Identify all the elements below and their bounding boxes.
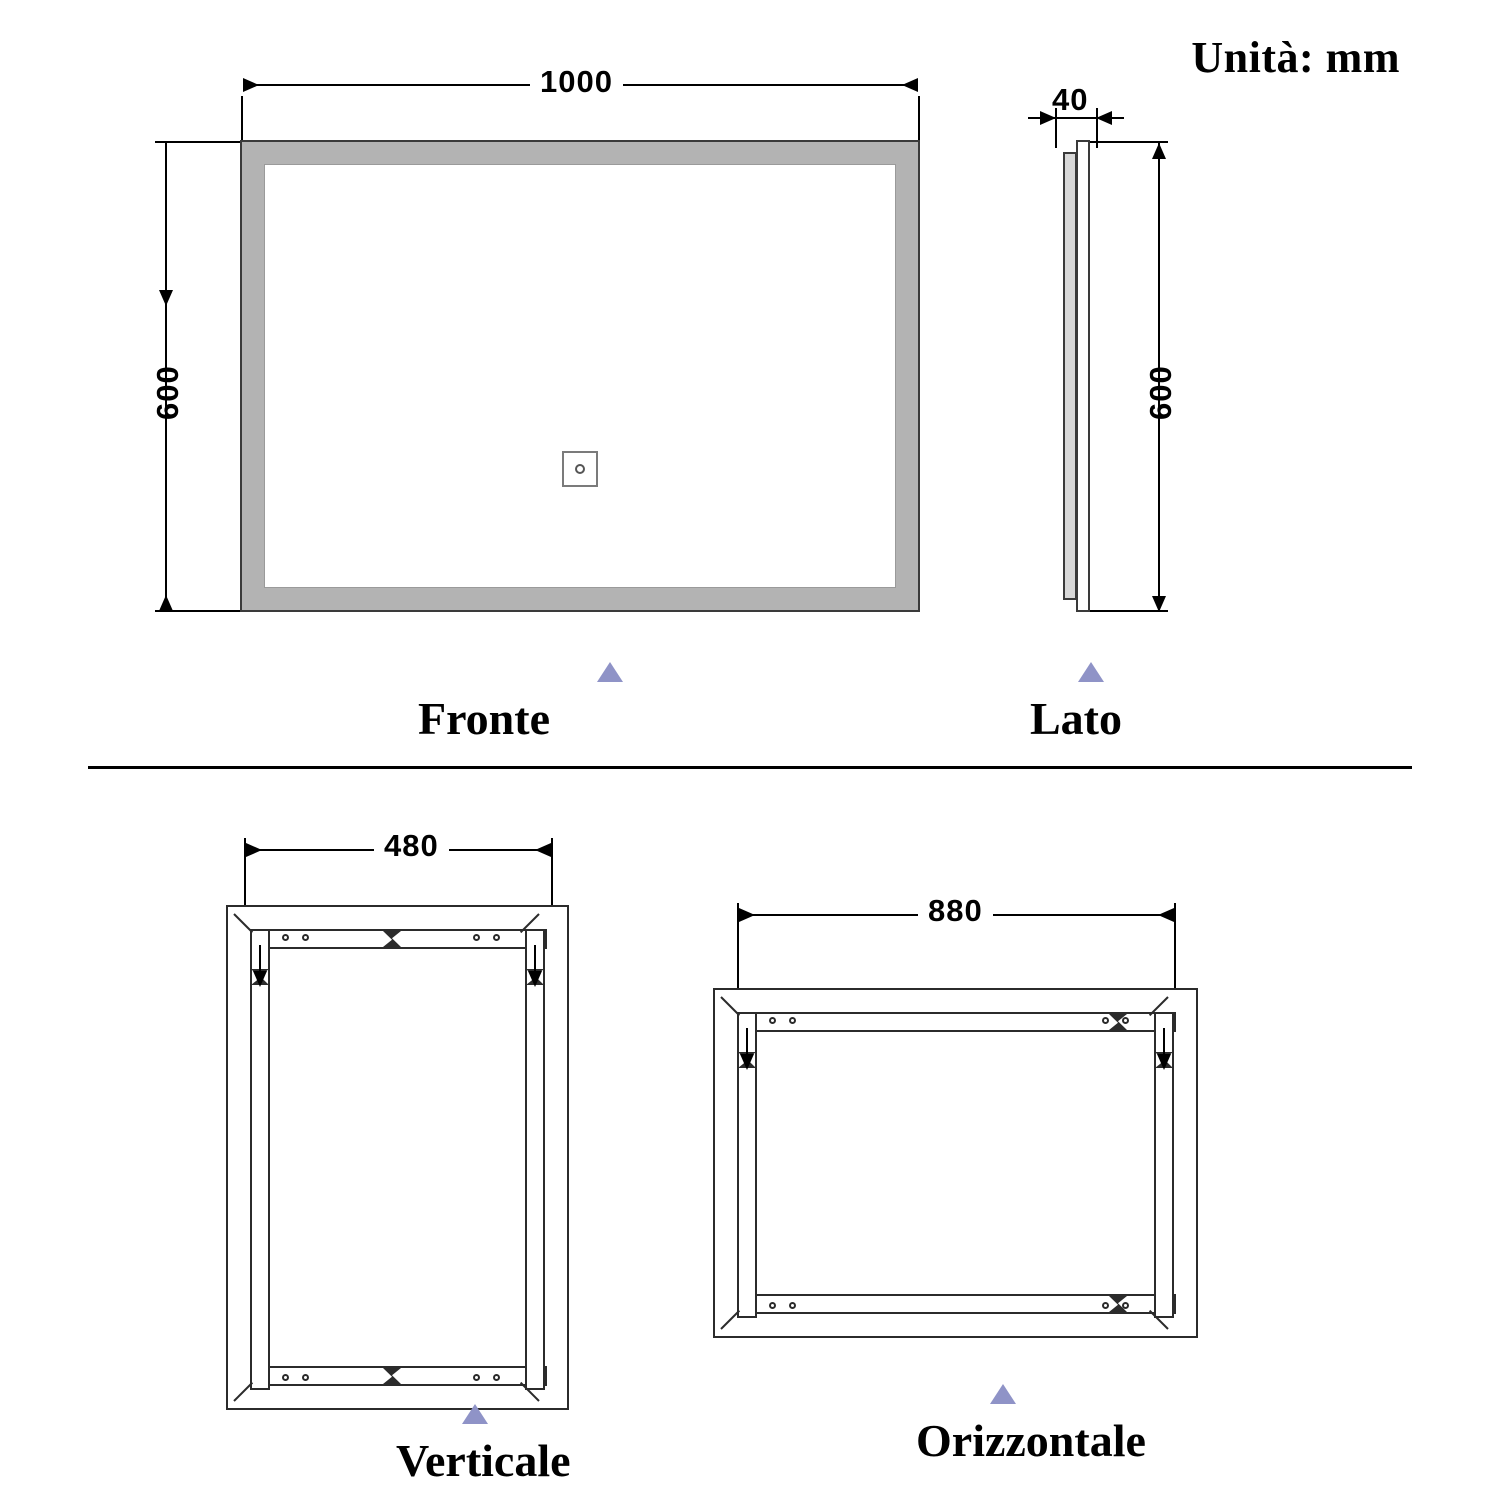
touch-sensor-button[interactable]	[562, 451, 598, 487]
front-view-marker-icon	[597, 662, 623, 682]
corner-diagonal-tl	[233, 913, 253, 933]
mount-hole	[1122, 1017, 1129, 1024]
horizontal-width-arrow-right	[1158, 908, 1174, 922]
mount-hole	[493, 1374, 500, 1381]
mount-hole	[1102, 1302, 1109, 1309]
front-width-arrow-right	[902, 78, 918, 92]
vertical-width-label: 480	[374, 828, 449, 864]
section-divider	[88, 766, 1412, 769]
mount-hole	[789, 1017, 796, 1024]
mount-hole	[473, 934, 480, 941]
mount-hole	[302, 1374, 309, 1381]
unit-note: Unità: mm	[1191, 33, 1400, 82]
vertical-view-marker-icon	[462, 1404, 488, 1424]
front-view-label: Fronte	[418, 693, 551, 744]
front-height-arrow-bottom	[159, 595, 173, 611]
front-mirror-glass	[264, 164, 896, 588]
side-view-label: Lato	[1030, 693, 1122, 744]
horizontal-view-marker-icon	[990, 1384, 1016, 1404]
horizontal-bracket	[713, 988, 1198, 1338]
vertical-view-label: Verticale	[396, 1435, 571, 1486]
side-height-arrow-top	[1152, 143, 1166, 159]
horizontal-bracket-inner-frame	[739, 1014, 1172, 1312]
mount-hole	[282, 934, 289, 941]
mount-hole	[302, 934, 309, 941]
horizontal-width-ext-right	[1174, 903, 1176, 998]
mount-hole	[493, 934, 500, 941]
front-width-arrow-left	[243, 78, 259, 92]
touch-sensor-icon	[575, 464, 585, 474]
vertical-width-arrow-left	[246, 843, 262, 857]
mount-hole	[769, 1302, 776, 1309]
side-thickness-arrow-right	[1096, 111, 1112, 125]
vertical-width-arrow-right	[535, 843, 551, 857]
side-view-marker-icon	[1078, 662, 1104, 682]
vertical-bracket-arrowhead-left	[253, 971, 267, 987]
vertical-bracket	[226, 905, 569, 1410]
side-height-arrow-bottom	[1152, 596, 1166, 612]
mount-hole	[789, 1302, 796, 1309]
front-mirror-frame	[240, 140, 920, 612]
front-height-label: 600	[150, 365, 185, 420]
side-height-label: 600	[1143, 365, 1178, 420]
corner-diagonal-bl	[720, 1310, 740, 1330]
horizontal-view-label: Orizzontale	[916, 1415, 1146, 1466]
vertical-bracket-arrowhead-right	[528, 971, 542, 987]
horizontal-width-arrow-left	[739, 908, 755, 922]
horizontal-width-label: 880	[918, 893, 993, 929]
mount-hole	[282, 1374, 289, 1381]
side-mirror-edge	[1063, 152, 1077, 600]
mount-hole	[1102, 1017, 1109, 1024]
vertical-bracket-right-rail	[525, 929, 545, 1390]
horizontal-bracket-arrowhead-left	[740, 1054, 754, 1070]
side-thickness-label: 40	[1052, 82, 1089, 117]
vertical-bracket-inner-frame	[252, 931, 543, 1384]
corner-diagonal-tl	[720, 996, 740, 1016]
mount-hole	[1122, 1302, 1129, 1309]
mount-hole	[473, 1374, 480, 1381]
front-width-label: 1000	[530, 64, 623, 100]
corner-diagonal-bl	[233, 1382, 253, 1402]
vertical-bracket-left-rail	[250, 929, 270, 1390]
mount-hole	[769, 1017, 776, 1024]
horizontal-bracket-arrowhead-right	[1157, 1054, 1171, 1070]
front-height-ext-top	[155, 141, 245, 143]
vertical-width-ext-right	[551, 838, 553, 908]
front-height-arrow-top	[159, 290, 173, 306]
side-mirror-body	[1076, 140, 1090, 612]
